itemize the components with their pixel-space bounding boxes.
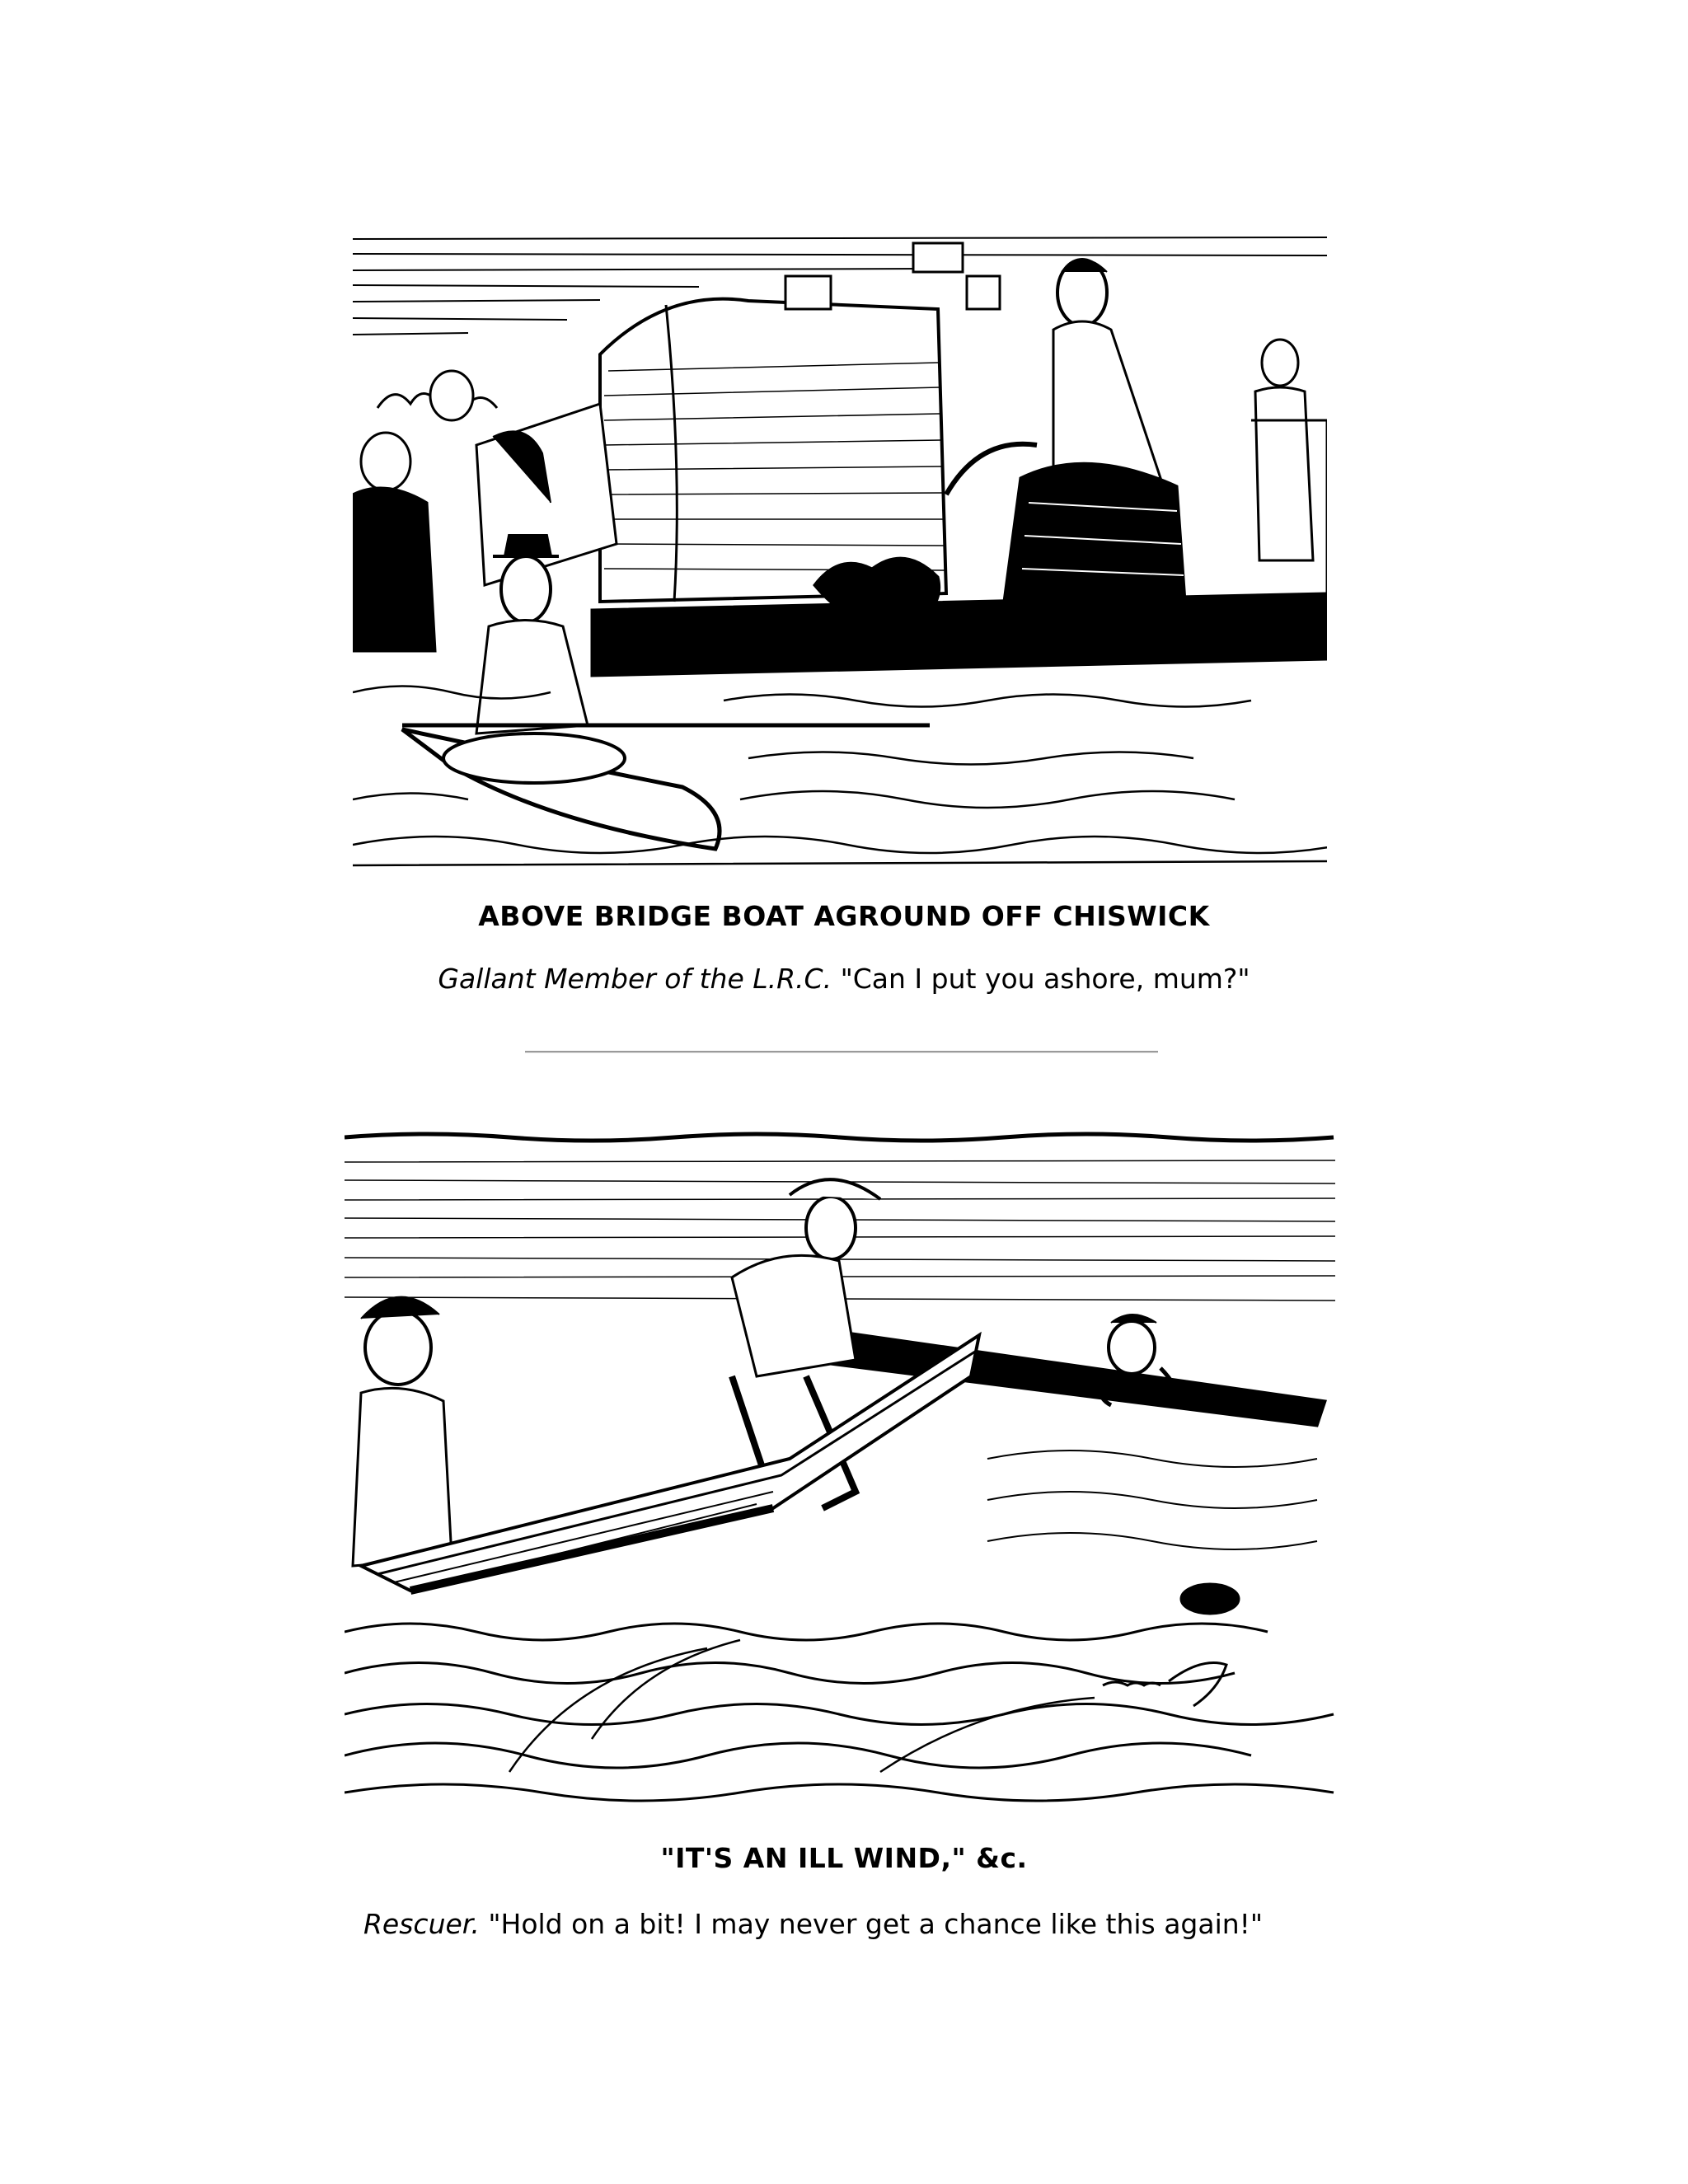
- river-rescue-illustration: [345, 1129, 1335, 1805]
- cartoon-2-caption: [363, 1908, 1263, 1940]
- cartoon-1-title: ABOVE BRIDGE BOAT AGROUND OFF CHISWICK: [478, 900, 1210, 932]
- cartoon-2-speech: "Hold on a bit! I may never get a chance like this again!": [488, 1908, 1264, 1940]
- cartoon-2-speaker: Rescuer.: [363, 1908, 480, 1940]
- cartoon-1-speech: "Can I put you ashore, mum?": [840, 963, 1250, 995]
- cartoon-1-speaker: Gallant Member of the L.R.C.: [438, 963, 832, 995]
- steamboat-aground-illustration: [353, 231, 1327, 867]
- cartoon-1-caption: [0, 963, 1688, 995]
- cartoon-2-title: "IT'S AN ILL WIND," &c.: [660, 1842, 1028, 1874]
- section-divider: [525, 1051, 1158, 1053]
